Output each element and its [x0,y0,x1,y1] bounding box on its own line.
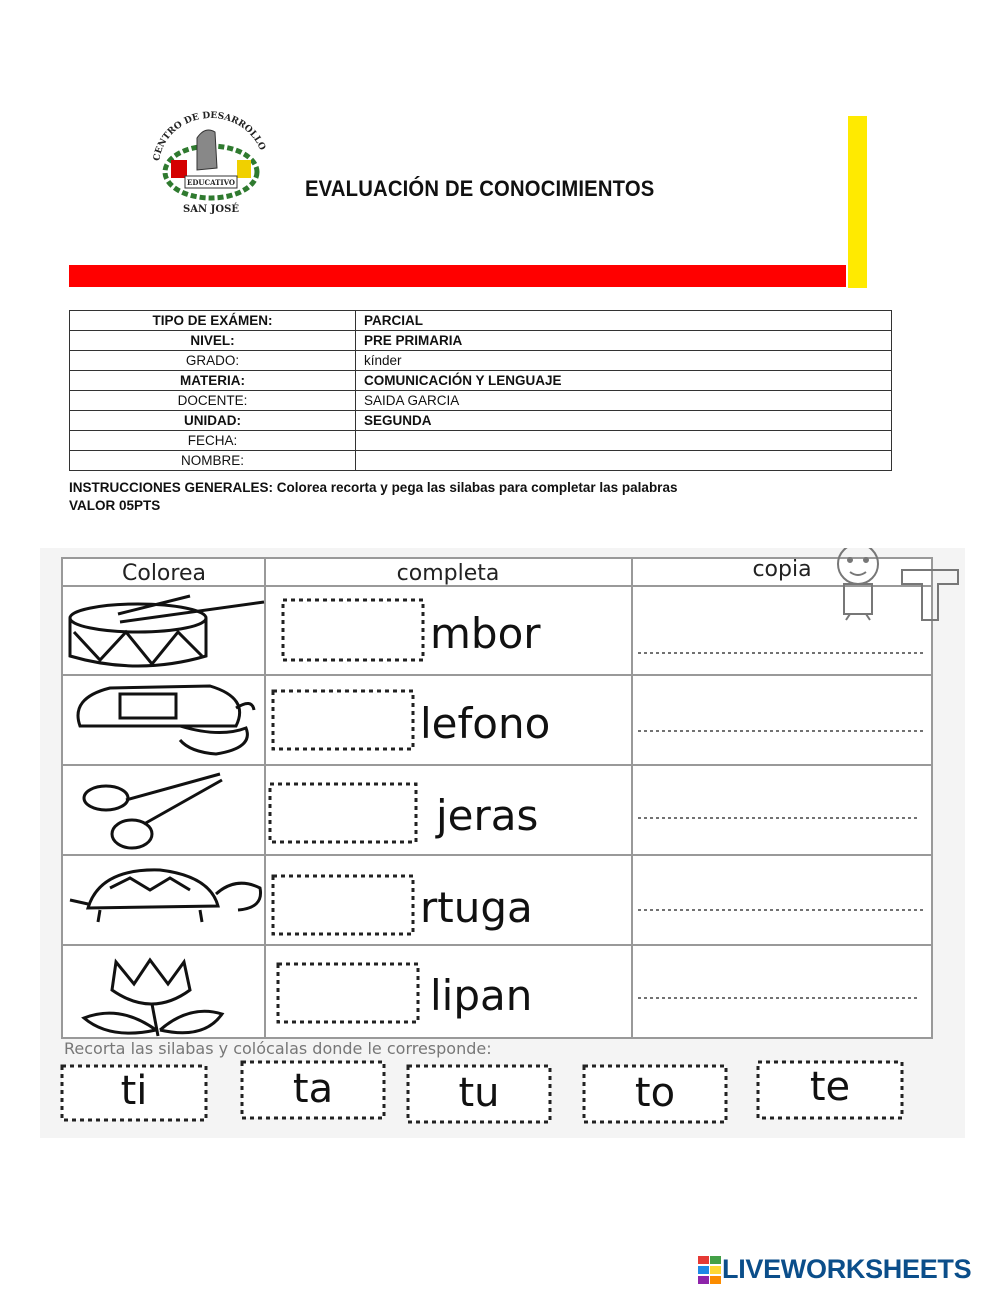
yellow-accent-bar [848,116,867,288]
table-row: NOMBRE: [70,451,892,471]
logo-bottom-text: SAN JOSÉ [183,204,239,215]
word-ending-1: mbor [430,609,541,658]
table-row: GRADO: kínder [70,351,892,371]
date-field[interactable] [356,431,892,451]
logo-middle-text: EDUCATIVO [186,178,236,187]
word-ending-4: rtuga [420,883,533,932]
column-header-colorea: Colorea [122,561,206,586]
red-accent-bar [69,265,846,287]
table-row: UNIDAD: SEGUNDA [70,411,892,431]
table-row: TIPO DE EXÁMEN: PARCIAL [70,311,892,331]
table-row: DOCENTE: SAIDA GARCIA [70,391,892,411]
column-header-completa: completa [396,561,500,586]
value-text: VALOR 05PTS [69,498,161,513]
page-title: EVALUACIÓN DE CONOCIMIENTOS [305,176,655,201]
instructions-text: INSTRUCCIONES GENERALES: Colorea recorta y pega las silabas para completar las palabras [69,480,678,495]
column-header-copia: copia [752,557,812,582]
syllable-card-to[interactable]: to [634,1070,676,1116]
syllable-card-te[interactable]: te [809,1064,851,1110]
table-row: FECHA: [70,431,892,451]
word-ending-2: lefono [420,699,551,748]
syllable-card-ti[interactable]: ti [120,1068,148,1114]
cut-instruction: Recorta las silabas y colócalas donde le corresponde: [64,1039,492,1058]
liveworksheets-brand [698,1254,971,1285]
table-row: NIVEL: PRE PRIMARIA [70,331,892,351]
syllable-card-tu[interactable]: tu [458,1070,500,1116]
liveworksheets-text: LIVEWORKSHEETS [722,1254,972,1284]
worksheet-activity [40,548,965,1138]
word-ending-3: jeras [436,791,539,840]
exam-info-table [69,310,892,471]
syllable-card-ta[interactable]: ta [292,1066,334,1112]
school-logo [145,108,275,216]
word-ending-5: lipan [430,971,533,1020]
name-field[interactable] [356,451,892,471]
liveworksheets-logo-icon [698,1256,722,1284]
table-row: MATERIA: COMUNICACIÓN Y LENGUAJE [70,371,892,391]
logo-top-text: CENTRO DE DESARROLLO [152,110,267,162]
